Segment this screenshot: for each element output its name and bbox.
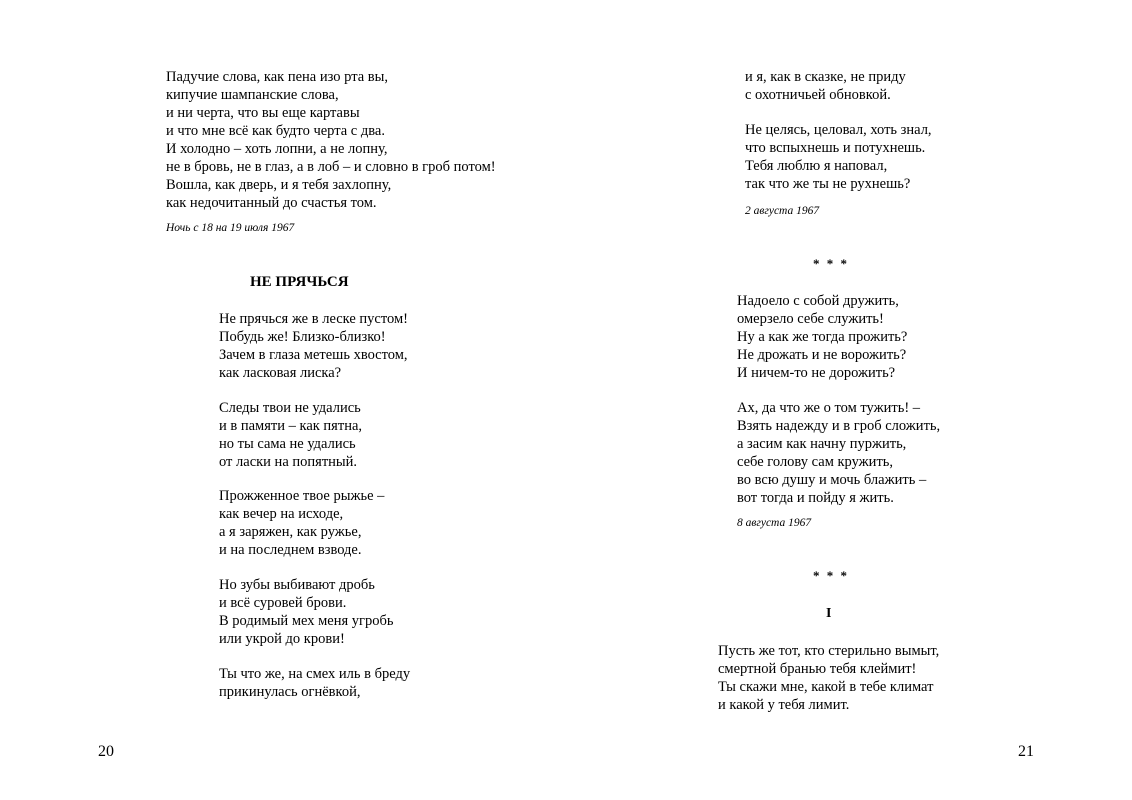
poem-line: что вспыхнешь и потухнешь.: [745, 140, 926, 156]
poem-line: Падучие слова, как пена изо рта вы,: [166, 69, 388, 85]
poem2-date: 2 августа 1967: [745, 205, 820, 217]
poem-line: Зачем в глаза метешь хвостом,: [219, 347, 408, 363]
poem-line: и я, как в сказке, не приду: [745, 69, 906, 85]
poem-line: как вечер на исходе,: [219, 506, 344, 522]
poem-line: во всю душу и мочь блажить –: [737, 472, 927, 488]
poem-line: но ты сама не удались: [219, 436, 356, 452]
poem-line: как недочитанный до счастья том.: [166, 195, 377, 211]
poem-line: Надоело с собой дружить,: [737, 293, 899, 309]
page-number-left: 20: [98, 743, 114, 760]
poem-line: и всё суровей брови.: [219, 595, 347, 611]
poem-line: Побудь же! Близко-близко!: [219, 329, 386, 345]
poem2-stanza-3: [219, 487, 384, 559]
poem-line: В родимый мех меня угробь: [219, 613, 394, 629]
page-number-right: 21: [1018, 743, 1034, 760]
poem-line: и ни черта, что вы еще картавы: [166, 105, 360, 121]
poem-line: вот тогда и пойду я жить.: [737, 490, 894, 506]
poem-line: и на последнем взводе.: [219, 542, 362, 558]
poem3-date: 8 августа 1967: [737, 517, 812, 529]
poem2-stanza-5: [219, 665, 410, 701]
poem-line: Не дрожать и не ворожить?: [737, 347, 907, 363]
poem-line: и какой у тебя лимит.: [718, 697, 850, 713]
poem2-cont-stanza-1: [745, 68, 906, 104]
poem-line: кипучие шампанские слова,: [166, 87, 339, 103]
poem2-stanza-2: [219, 399, 362, 471]
poem-line: так что же ты не рухнешь?: [745, 176, 911, 192]
poem-line: Ну а как же тогда прожить?: [737, 329, 908, 345]
poem2-title: НЕ ПРЯЧЬСЯ: [250, 274, 349, 290]
poem-line: от ласки на попятный.: [219, 454, 358, 470]
poem-line: а засим как начну пуржить,: [737, 436, 907, 452]
poem3-stanza-2: [737, 399, 940, 507]
poem-line: смертной бранью тебя клеймит!: [718, 661, 917, 677]
poem-line: как ласковая лиска?: [219, 365, 342, 381]
poem-line: не в бровь, не в глаз, а в лоб – и словно в гроб потом!: [166, 159, 496, 175]
poem-line: Тебя люблю я наповал,: [745, 158, 888, 174]
poem2-stanza-1: [219, 310, 408, 382]
poem-line: Ах, да что же о том тужить! –: [737, 400, 921, 416]
poem2-stanza-4: [219, 576, 393, 648]
poem4-numeral: I: [826, 606, 832, 621]
poem-line: Ты что же, на смех иль в бреду: [219, 666, 411, 682]
poem-line: и что мне всё как будто черта с два.: [166, 123, 385, 139]
poem1-text: [166, 68, 496, 212]
poem4-text: [718, 642, 939, 714]
poem-line: Ты скажи мне, какой в тебе климат: [718, 679, 934, 695]
poem-line: омерзело себе служить!: [737, 311, 884, 327]
poem2-cont-stanza-2: [745, 121, 932, 193]
poem-line: с охотничьей обновкой.: [745, 87, 891, 103]
poem-line: Не прячься же в леске пустом!: [219, 311, 408, 327]
poem-line: прикинулась огнёвкой,: [219, 684, 361, 700]
poem-line: себе голову сам кружить,: [737, 454, 894, 470]
poem-line: Вошла, как дверь, и я тебя захлопну,: [166, 177, 392, 193]
poem-line: Следы твои не удались: [219, 400, 361, 416]
poem-line: И холодно – хоть лопни, а не лопну,: [166, 141, 388, 157]
poem-line: Не целясь, целовал, хоть знал,: [745, 122, 932, 138]
poem-line: и в памяти – как пятна,: [219, 418, 363, 434]
poem-line: Прожженное твое рыжье –: [219, 488, 385, 504]
poem1-date: Ночь с 18 на 19 июля 1967: [166, 222, 295, 234]
poem-line: или укрой до крови!: [219, 631, 345, 647]
poem3-separator: * * *: [813, 256, 849, 271]
poem-line: Но зубы выбивают дробь: [219, 577, 375, 593]
poem-line: Взять надежду и в гроб сложить,: [737, 418, 941, 434]
poem-line: Пусть же тот, кто стерильно вымыт,: [718, 643, 940, 659]
poem-line: а я заряжен, как ружье,: [219, 524, 362, 540]
poem-line: И ничем-то не дорожить?: [737, 365, 896, 381]
poem4-separator: * * *: [813, 568, 849, 583]
poem3-stanza-1: [737, 292, 907, 382]
